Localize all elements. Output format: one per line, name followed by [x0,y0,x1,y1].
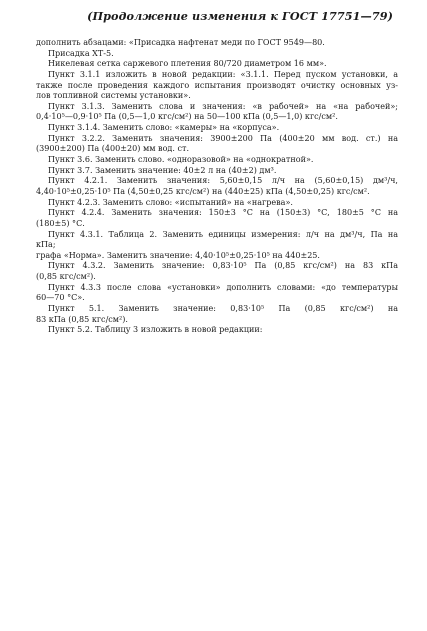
text-line: лов топливной системы установки». [36,91,191,101]
document-body [36,38,398,336]
text-line: 4,40·10⁵±0,25·10⁵ Па (4,50±0,25 кгс/см²) на (440±25) кПа (4,50±0,25) кгс/см². [36,186,370,196]
text-line: 0,4·10⁵—0,9·10⁵ Па (0,5—1,0 кгс/см²) на 50—100 кПа (0,5—1,0) кгс/см². [36,112,338,122]
text-line: Никелевая сетка саржевого плетения 80/720 диаметром 16 мм». [48,59,327,69]
text-line: (3900±200) Па (400±20) мм вод. ст. [36,144,190,154]
text-line: Пункт 3.7. Заменить значение: 40±2 л на (40±2) дм³. [48,165,277,175]
text-line: дополнить абзацами: «Присадка нафтенат меди по ГОСТ 9549—80. [36,38,325,47]
text-line: (0,85 кгс/см²). [36,272,96,282]
text-line: Пункт 3.1.4. Заменить слово: «камеры» на «корпуса». [48,123,280,133]
text-line: Пункт 4.2.1. Заменить значения: 5,60±0,15 л/ч на (5,60±0,15) дм³/ч, [48,176,398,186]
text-line: Пункт 3.2.2. Заменить значения: 3900±200 Па (400±20 мм вод. ст.) на [48,133,398,143]
page-header: (Продолжение изменения к ГОСТ 17751—79) [87,9,393,23]
text-line: Пункт 4.2.3. Заменить слово: «испытаний» на «нагрева». [48,197,293,207]
text-line: Пункт 4.2.4. Заменить значения: 150±3 °С на (150±3) °С, 180±5 °С на [48,208,398,218]
text-line: Пункт 4.3.2. Заменить значение: 0,83·10⁵ Па (0,85 кгс/см²) на 83 кПа [48,261,398,271]
text-line: графа «Норма». Заменить значение: 4,40·10⁵±0,25·10⁵ на 440±25. [36,250,320,260]
text-line: Присадка ХТ-5. [48,48,114,58]
text-line: Пункт 5.2. Таблицу 3 изложить в новой редакции: [48,325,263,335]
text-line: Пункт 4.3.3 после слова «установки» дополнить словами: «до температуры [48,282,398,292]
text-line: Пункт 3.1.1 изложить в новой редакции: «3.1.1. Перед пуском установки, а [48,69,398,79]
text-line: Пункт 3.1.3. Заменить слова и значения: «в рабочей» на «на рабочей»; [48,101,398,111]
text-line: 60—70 °С». [36,293,85,303]
text-line: кПа; [36,240,56,250]
text-line: также после проведения каждого испытания производят очистку основных уз- [36,80,398,90]
text-line: Пункт 3.6. Заменить слово. «одноразовой» на «однократной». [48,155,314,165]
text-line: Пункт 4.3.1. Таблица 2. Заменить единицы измерения: л/ч на дм³/ч, Па на [48,229,398,239]
text-line: 83 кПа (0,85 кгс/см²). [36,314,128,324]
text-line: (180±5) °С. [36,218,85,228]
text-line: Пункт 5.1. Заменить значение: 0,83·10⁵ Па (0,85 кгс/см²) на [48,304,398,314]
